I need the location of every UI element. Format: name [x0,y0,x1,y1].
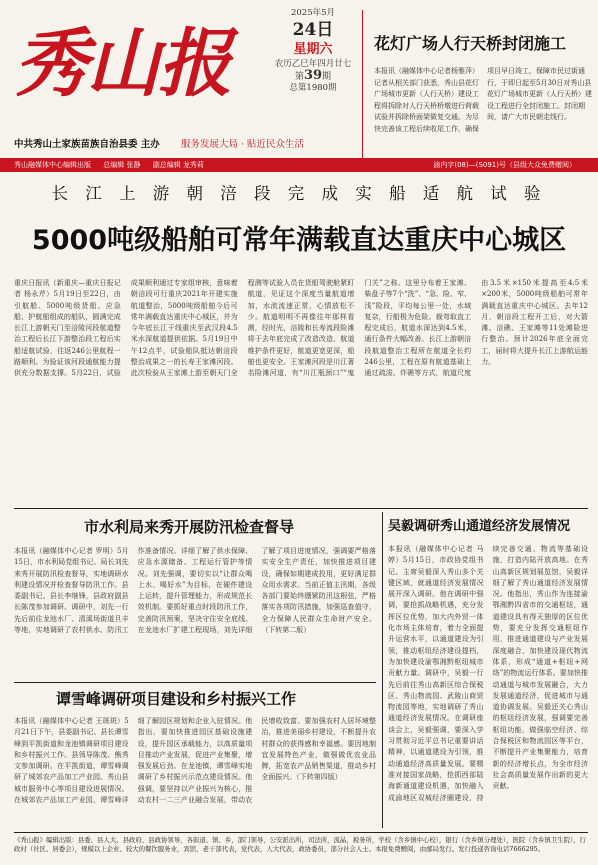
publisher-line: 中共秀山土家族苗族自治县委 主办 [14,139,160,150]
lead-kicker: 长 江 上 游 朝 涪 段 完 成 实 船 适 航 试 验 [51,184,547,203]
issue-year-month: 2025年5月 [290,8,336,18]
section-left-2-headline[interactable]: 谭雪峰调研项目建设和乡村振兴工作 [56,690,297,708]
slogan-row [14,136,374,154]
top-story-headline[interactable]: 花灯广场人行天桥封闭施工 [374,34,567,53]
masthead-title: 秀山报 [14,21,230,107]
issue-number [272,70,354,83]
masthead-red-bar [0,158,598,172]
issue-lunar-date: 农历乙巳年四月廿七 [274,59,352,69]
section-left-1-body: 本报讯（融媒体中心记者 罗明）5月15日，市水利局党组书记、局长刘先来秀开展防汛检查督导，实地调研水利建设情况并检查督导防汛工作。县委副书记、县长李继锋，县政府副县长陈茂参加调研。调研中，刘先一行先后前往龙池水厂、清溪场街道旦丰等地，实地调研了农村供水、防汛工作准备情况。详细了解了供水保障、应急水源储备、工程运行管护等情况。刘先强调，要切实以“让群众喝上水、喝好水”为目标，在硬件建设上运转，提升管理能力，形成规范长效机制。要抓好重点时段防汛工作，完善防汛预案，坚决守住安全底线。在龙池水厂扩建工程现场，刘先详细了解了项目进度情况，强调要严格落实安全生产责任，加快推进项目建设，确保如期建成投用，更好满足群众用水需求。当前正值主汛期，各级各部门要始终绷紧防汛这根弦，严格落实各项防汛措施，加强巡查值守，全力保障人民群众生命财产安全。（下转第二版） [14,547,376,635]
issue-total: 总第1980期 [289,83,337,93]
section-divider [14,508,588,509]
top-story-body: 本报讯（融媒体中心记者杨雅萍）记者从相关部门获悉，秀山县花灯广场城市更新（人行天桥）建设工程将拆除对人行天桥桥墩进行荷载试验并拆除桥面架做复交通。为尽快完善该工程后续收尾工作，确保项目早日竣工，保障市民过街通行，于即日起至5月30日对秀山县花灯广场城市更新（人行天桥）建设工程进行全封闭施工。封闭期间，请广大市民朝走线行。 [374,67,592,133]
redbar-editor: 总编辑 张静 [103,161,141,169]
redbar-license: 渝内字(08)—(S091)号（县级大众免费赠阅） [433,161,576,169]
lead-headline[interactable]: 5000吨级船舶可常年满载直达重庆中心城区 [31,225,567,256]
section-divider-left [14,682,376,683]
redbar-deputy-editor: 副总编辑 龙秀莉 [152,161,204,169]
footer-distribution-note: 《秀山报》编辑出版：县委、县人大、县政府、县政协领导，各街道、镇、乡，部门领导，公安派出所，司法所，流晶，税务所，学校（含乡镇中心校），银行（含乡镇分理处），医院（含乡镇卫生院），行政村（社区、居委会），规模以上企业、较大的餐饮服务业，宾馆，老干部代表，党代表，人大代表，政协委员，部分社会人士。本报免费赠阅，由邮局发行。发行投递咨询电话7666295。 [14,832,588,858]
lead-body: 重庆日报讯（新重庆—重庆日报记者 杨永芹）5月19日至22日，由引航船、5000吨级货船、应急船、护航船组成的船队，圆满完成长江上游朝天门至涪陵河段航道整治工程后长江下游整治段工程后实船适航试验，往返246公里航程一路顺利。为验证该河段通航能力提供充分数据支撑。5月22日，试验成果顺利通过专家组审核，意味着朝涪段可行重庆2021年开建实施航道整治，5000吨级船舶今后可常年满载直达重庆中心城区，并为今年底长江干线重庆至武汉段4.5米水深航道提供依据。5月19日中午12点半，试验船队抵达朝涪段整治成果之一的长寿王家滩河段。此次检验从王家滩上游至朝天门全程测等试验人员在货船驾驶舱紧盯航道，见证这个深度当量航道增加，水流流速正常，心情放松不少。航道明明不再像往年那样看测，经时光，涪陵和长寿流段险滩将于去年底完成了改造改造，航道维护条件更好，航道更宽更深，船舶也更安全。王家滩河段是川江著名险滩河道，有“川江瓶颈口”“鬼门关”之称。这里分布着王家滩、柴盘子等7个“洗”、“急、险、窄、浅”险段，平均每公里一处，水域复杂，行船极为危险。裁弯取直工程完成后，航道水深达到4.5米，通行条件大幅改善。长江上游朝涪段航道整治工程所在航道全长约246公里，工程在原有航道基础上通过疏浚、炸礁等方式，航道尺度由3.5米×150米提高至4.5米×200米，5000吨级船舶可常年满载直达重庆中心城区。去年12月，朝涪段工程开工后，对大箭滩、涪礁、王家滩等11处滩险进行整治。预计2026年底全面完工，届时将大提升长江上游航运能力。 [14,279,588,378]
section-left-1-headline[interactable]: 市水利局来秀开展防汛检查督导 [84,518,295,536]
section-right-1-headline[interactable]: 吴毅调研秀山通道经济发展情况 [388,519,571,534]
section-right-1-body: 本报讯（融媒体中心记者 马婷）5月15日，市政协党组书记、主席吴毅深入秀山多个关键区域，就通道经济发展情况展开深入调研。他在调研中强调，要抢抓战略机遇，充分发挥区位优势，加大内外贸一体化市场主体培育，着力全面提升运营水平，以通道建设为引领，推动枢纽经济建设提档，为加快建设渝鄂湘黔枢纽城市贡献力量。调研中，吴毅一行先后前往秀山高新区综合保税区、秀山物流园、武陵山商贸物流园等地，实地调研了秀山通道经济发展情况。在调研座谈会上，吴毅强调，要深入学习贯彻习近平总书记重要讲话精神，以通道建设为引领，推动通道经济高质量发展。要精准对接国家战略，抢抓西部陆海新通道建设机遇，加快融入成渝地区双城经济圈建设，持续完善交通、物流等基础设施，打造内陆开放高地。在秀山高新区规划展览馆，吴毅详细了解了秀山通道经济发展情况。他指出，秀山作为连接渝鄂湘黔四省市的交通枢纽，通道建设具有得天独厚的区位优势，要充分发挥交通枢纽作用，推进通道建设与产业发展深度融合，加快建设现代物流体系，形成“通道+枢纽+网络”的物流运行体系。要加快推动通道与城市发展融合，大力发展通道经济，促进城市与通道协调发展。吴毅还关心秀山的枢纽经济发展，强调要完善枢纽功能，做强临空经济、综合保税区和物流园区等平台，不断提升产业集聚能力，培育新的经济增长点，为全市经济社会高质量发展作出新的更大贡献。 [388,545,588,802]
issue-label: 第 [294,72,304,82]
section-left-2-body: 本报讯（融媒体中心记者 王斑斑）5月21日下午，县委副书记、县长谭雪峰到平凯街道和龙池镇调研项目建设和乡村振兴工作。县领导陈茂、熊秀文参加调研。在平凯街道，谭雪峰调研了城郊农产品加工产业园、秀山县城市服务中心等项目建设进展情况。在城郊农产品加工产业园，谭雪峰详细了解园区规划和企业入驻情况。他指出，要加快推进园区基础设施建设，提升园区承载能力，以高质量项目推动产业发展，促进产业集聚，增强发展后劲。在龙池镇，谭雪峰实地调研了乡村振兴示范点建设情况。他强调，要坚持以产业振兴为核心，推动农村一二三产业融合发展，带动农民增收致富。要加强农村人居环境整治，推进美丽乡村建设，不断提升农村群众的获得感和幸福感。要因地制宜发展特色产业，做强做优农业品牌，拓宽农产品销售渠道，推动乡村全面振兴。（下转第四版） [14,717,376,805]
redbar-publisher: 秀山融媒体中心编辑出版 [14,161,91,169]
motto-line: 服务发展大局 · 贴近民众生活 [180,139,304,150]
issue-info-block [272,8,354,126]
issue-no: 39 [303,68,323,83]
issue-day: 24日 [292,20,334,40]
column-divider [382,512,383,828]
issue-suffix: 期 [322,72,332,82]
issue-weekday: 星期六 [293,42,333,57]
